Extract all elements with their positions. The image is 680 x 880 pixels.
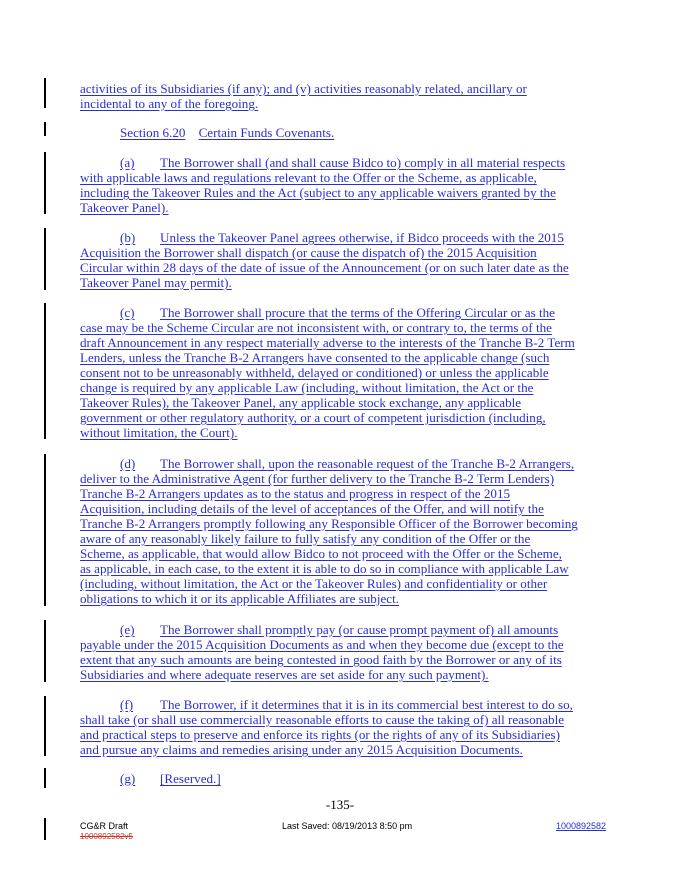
footer-draft-label: CG&R Draft <box>80 821 129 831</box>
section-heading: Section 6.20 Certain Funds Covenants. <box>120 125 335 140</box>
clause-d: (d) The Borrower shall, upon the reasonable request of the Tranche B-2 Arrangers, deliver to the Administrative Agent (for further delivery to the Tranche B-2 Term Lenders) Tranche B-2 Arrangers updates as to the status and progress in respect of the 2015 Acquisition, including details of the level of acceptances of the Offer, and will notify the Tranche B-2 Arrangers promptly following any Responsible Officer of the Borrower becoming aware of any reasonably likely failure to fully satisfy any condition of the Offer or the Scheme, as applicable, that would allow Bidco to not proceed with the Offer or the Scheme, as applicable, in each case, to the extent it is able to do so in compliance with applicable Law (including, without limitation, the Act or the Takeover Rules) and confidentiality or other obligations to which it or its applicable Affiliates are subject. <box>80 456 578 606</box>
clause-a: (a) The Borrower shall (and shall cause Bidco to) comply in all material respects with applicable laws and regulations relevant to the Offer or the Scheme, as applicable, including the Takeover Rules and the Act (subject to any applicable waivers granted by the Takeover Panel). <box>80 155 566 215</box>
paragraph-continuation: activities of its Subsidiaries (if any); and (v) activities reasonably related, ancillary or incidental to any of the foregoing. <box>80 81 527 111</box>
clause-e: (e) The Borrower shall promptly pay (or cause prompt payment of) all amounts payable under the 2015 Acquisition Documents as and when they become due (except to the extent that any such amounts are being contested in good faith by the Borrower or any of its Subsidiaries and where adequate reserves are set aside for any such payment). <box>80 622 564 682</box>
clause-b: (b) Unless the Takeover Panel agrees otherwise, if Bidco proceeds with the 2015 Acquisition the Borrower shall dispatch (or cause the dispatch of) the 2015 Acquisition Circular within 28 days of the date of issue of the Announcement (or on such later date as the Takeover Panel may permit). <box>80 230 569 290</box>
change-bar <box>44 620 46 682</box>
footer-deleted-doc-id: 1000892582v5 <box>80 832 133 841</box>
change-bar <box>44 454 46 606</box>
clause-g: (g) [Reserved.] <box>120 771 221 786</box>
change-bar <box>44 303 46 439</box>
footer-doc-id: 1000892582 <box>556 821 607 831</box>
change-bar <box>44 78 46 108</box>
footer-last-saved: Last Saved: 08/19/2013 8:50 pm <box>282 821 413 831</box>
change-bar <box>44 122 46 136</box>
change-bar <box>44 818 46 840</box>
clause-c: (c) The Borrower shall procure that the terms of the Offering Circular or as the case may be the Scheme Circular are not inconsistent with, or contrary to, the terms of the draft Announcement in any respect materially adverse to the interests of the Tranche B-2 Term Lenders, unless the Tranche B-2 Arrangers have consented to the applicable change (such consent not to be unreasonably withheld, delayed or conditioned) or unless the applicable change is required by any applicable Law (including, without limitation, the Act or the Takeover Rules), the Takeover Panel, any applicable stock exchange, any applicable government or other regulatory authority, or a court of competent jurisdiction (including, without limitation, the Court). <box>80 305 575 440</box>
change-bar <box>44 696 46 756</box>
change-bar <box>44 228 46 290</box>
page-number: -135- <box>325 797 355 812</box>
change-bar <box>44 768 46 788</box>
clause-f: (f) The Borrower, if it determines that it is in its commercial best interest to do so, shall take (or shall use commercially reasonable efforts to cause the taking of) all reasonable and practical steps to preserve and enforce its rights (or the rights of any of its Subsidiaries) and pursue any claims and remedies arising under any 2015 Acquisition Documents. <box>80 697 573 757</box>
change-bar <box>44 152 46 214</box>
